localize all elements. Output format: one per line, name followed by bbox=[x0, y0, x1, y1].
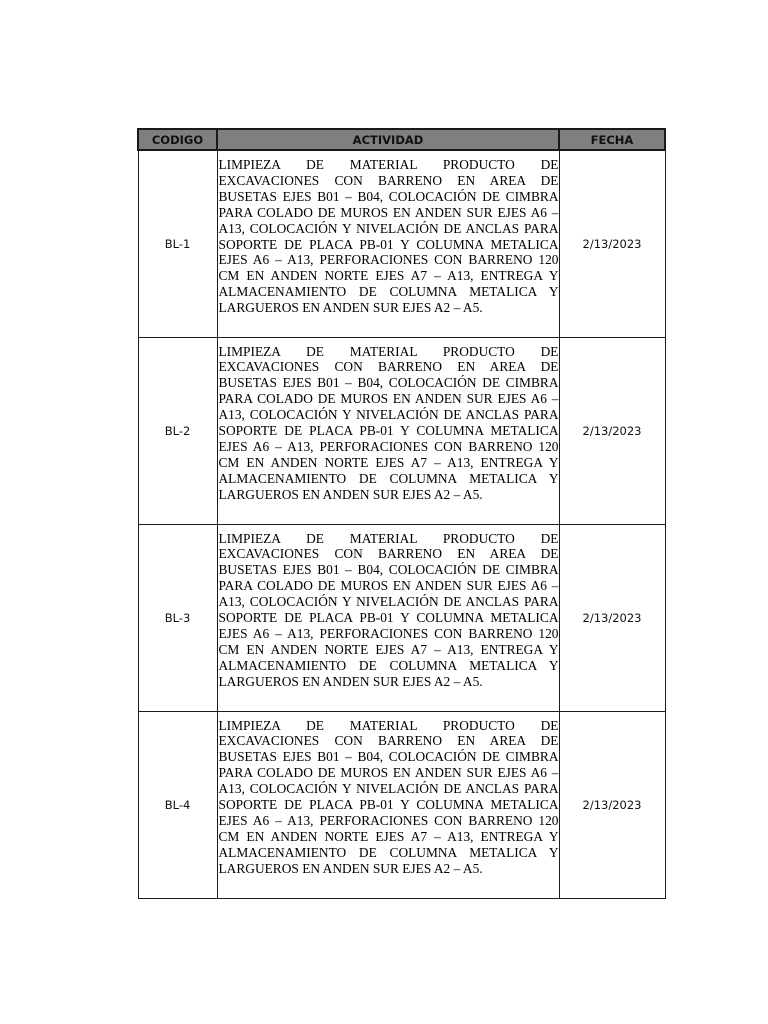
row-date: 2/13/2023 bbox=[559, 150, 665, 337]
row-date: 2/13/2023 bbox=[559, 524, 665, 711]
header-codigo: CODIGO bbox=[138, 129, 217, 150]
header-fecha: FECHA bbox=[559, 129, 665, 150]
row-activity: LIMPIEZA DE MATERIAL PRODUCTO DE EXCAVACIONES CON BARRENO EN AREA DE BUSETAS EJES B01 – B04, COLOCACIÓN DE CIMBRA PARA COLADO DE MUROS EN ANDEN SUR EJES A6 – A13, COLOCACIÓN Y NIVELACIÓN DE ANCLAS PARA SOPORTE DE PLACA PB-01 Y COLUMNA METALICA EJES A6 – A13, PERFORACIONES CON BARRENO 120 CM EN ANDEN NORTE EJES A7 – A13, ENTREGA Y ALMACENAMIENTO DE COLUMNA METALICA Y LARGUEROS EN ANDEN SUR EJES A2 – A5. bbox=[217, 711, 559, 898]
row-activity: LIMPIEZA DE MATERIAL PRODUCTO DE EXCAVACIONES CON BARRENO EN AREA DE BUSETAS EJES B01 – B04, COLOCACIÓN DE CIMBRA PARA COLADO DE MUROS EN ANDEN SUR EJES A6 – A13, COLOCACIÓN Y NIVELACIÓN DE ANCLAS PARA SOPORTE DE PLACA PB-01 Y COLUMNA METALICA EJES A6 – A13, PERFORACIONES CON BARRENO 120 CM EN ANDEN NORTE EJES A7 – A13, ENTREGA Y ALMACENAMIENTO DE COLUMNA METALICA Y LARGUEROS EN ANDEN SUR EJES A2 – A5. bbox=[217, 337, 559, 524]
row-code: BL-3 bbox=[138, 524, 217, 711]
table-row bbox=[138, 524, 665, 711]
row-code: BL-2 bbox=[138, 337, 217, 524]
table-header-row bbox=[138, 129, 665, 150]
row-code: BL-1 bbox=[138, 150, 217, 337]
table-row bbox=[138, 337, 665, 524]
header-actividad: ACTIVIDAD bbox=[217, 129, 559, 150]
activity-table bbox=[137, 128, 666, 899]
row-activity: LIMPIEZA DE MATERIAL PRODUCTO DE EXCAVACIONES CON BARRENO EN AREA DE BUSETAS EJES B01 – B04, COLOCACIÓN DE CIMBRA PARA COLADO DE MUROS EN ANDEN SUR EJES A6 – A13, COLOCACIÓN Y NIVELACIÓN DE ANCLAS PARA SOPORTE DE PLACA PB-01 Y COLUMNA METALICA EJES A6 – A13, PERFORACIONES CON BARRENO 120 CM EN ANDEN NORTE EJES A7 – A13, ENTREGA Y ALMACENAMIENTO DE COLUMNA METALICA Y LARGUEROS EN ANDEN SUR EJES A2 – A5. bbox=[217, 150, 559, 337]
row-date: 2/13/2023 bbox=[559, 711, 665, 898]
row-date: 2/13/2023 bbox=[559, 337, 665, 524]
table-row bbox=[138, 711, 665, 898]
row-activity: LIMPIEZA DE MATERIAL PRODUCTO DE EXCAVACIONES CON BARRENO EN AREA DE BUSETAS EJES B01 – B04, COLOCACIÓN DE CIMBRA PARA COLADO DE MUROS EN ANDEN SUR EJES A6 – A13, COLOCACIÓN Y NIVELACIÓN DE ANCLAS PARA SOPORTE DE PLACA PB-01 Y COLUMNA METALICA EJES A6 – A13, PERFORACIONES CON BARRENO 120 CM EN ANDEN NORTE EJES A7 – A13, ENTREGA Y ALMACENAMIENTO DE COLUMNA METALICA Y LARGUEROS EN ANDEN SUR EJES A2 – A5. bbox=[217, 524, 559, 711]
row-code: BL-4 bbox=[138, 711, 217, 898]
table-row bbox=[138, 150, 665, 337]
